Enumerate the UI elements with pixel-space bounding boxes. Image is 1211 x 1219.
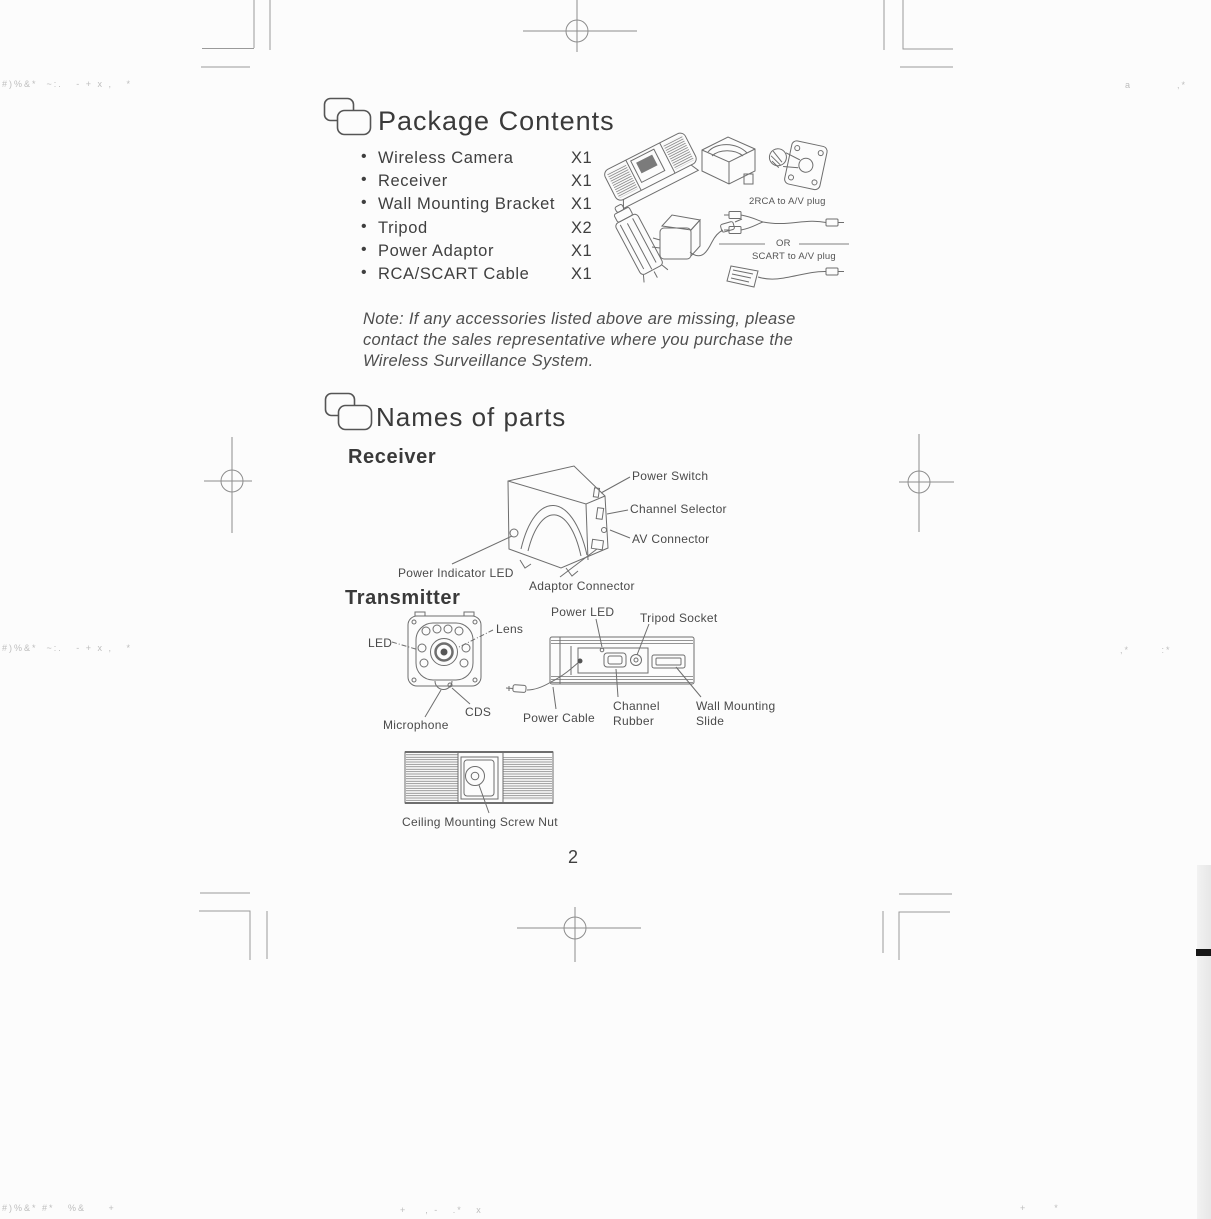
- label-tripod-socket: Tripod Socket: [640, 611, 718, 625]
- list-item: • Wall Mounting Bracket X1: [361, 194, 593, 213]
- registration-target-left: [204, 437, 252, 533]
- power-adaptor-illustration: [652, 215, 742, 259]
- wireless-camera-illustration: [603, 131, 702, 209]
- label-wall-mounting-slide: Wall Mounting Slide: [696, 699, 776, 728]
- crop-mark-top-left: [201, 0, 270, 67]
- bullet: •: [361, 218, 367, 235]
- label-channel-rubber: Channel Rubber: [613, 699, 660, 728]
- scanner-noise: a ,*: [1125, 80, 1188, 90]
- list-item: • Receiver X1: [361, 171, 593, 190]
- scart-cable-illustration: [727, 266, 844, 287]
- label-power-led: Power LED: [551, 605, 615, 619]
- registration-target-right: [899, 434, 954, 532]
- scanner-noise: + *: [1020, 1203, 1060, 1213]
- note-text: Note: If any accessories listed above are missing, please contact the sales representative where you purchase the Wireless Surveillance System.: [363, 310, 796, 371]
- transmitter-heading: Transmitter: [345, 587, 461, 609]
- page-edge-shadow: [1197, 865, 1211, 1219]
- or-label: OR: [776, 238, 791, 249]
- list-item: • RCA/SCART Cable X1: [361, 264, 593, 283]
- tripod-illustration: [607, 199, 669, 284]
- transmitter-side-diagram: [506, 619, 701, 709]
- crop-mark-bottom-right: [883, 894, 952, 960]
- bullet: •: [361, 264, 367, 281]
- scanner-noise: ,* :*: [1120, 645, 1172, 655]
- label-power-switch: Power Switch: [632, 469, 709, 483]
- ceiling-mount-diagram: [405, 752, 553, 813]
- label-cds: CDS: [465, 705, 492, 719]
- label-channel-selector: Channel Selector: [630, 502, 727, 516]
- scanner-noise: #)%&* ~:. - + x , *: [2, 79, 133, 89]
- section-icon-names: [326, 394, 372, 430]
- label-led: LED: [368, 636, 393, 650]
- crop-mark-bottom-left: [199, 893, 267, 960]
- label-power-indicator-led: Power Indicator LED: [398, 566, 514, 580]
- list-item: • Power Adaptor X1: [361, 241, 593, 260]
- label-microphone: Microphone: [383, 718, 449, 732]
- label-adaptor-connector: Adaptor Connector: [529, 579, 635, 593]
- registration-target-bottom: [517, 907, 641, 962]
- names-of-parts-title: Names of parts: [376, 402, 567, 432]
- wall-bracket-illustration: [765, 136, 828, 191]
- bullet: •: [361, 241, 367, 258]
- label-lens: Lens: [496, 622, 524, 636]
- list-item: • Tripod X2: [361, 218, 593, 237]
- label-av-connector: AV Connector: [632, 532, 710, 546]
- rca-cable-illustration: [724, 212, 844, 234]
- label-ceiling-mounting-screw-nut: Ceiling Mounting Screw Nut: [402, 815, 558, 829]
- receiver-illustration: [702, 137, 755, 184]
- scart-cable-label: SCART to A/V plug: [752, 251, 836, 262]
- transmitter-front-diagram: [392, 612, 493, 717]
- package-contents-title: Package Contents: [378, 106, 615, 136]
- crop-mark-top-right: [884, 0, 953, 67]
- registration-target-top: [523, 0, 637, 52]
- list-item: • Wireless Camera X1: [361, 148, 593, 167]
- receiver-heading: Receiver: [348, 446, 437, 468]
- scanner-noise: #)%&* #* %& +: [2, 1203, 116, 1213]
- bullet: •: [361, 148, 367, 165]
- bullet: •: [361, 171, 367, 188]
- section-icon-package: [325, 99, 371, 135]
- page-number: 2: [568, 847, 579, 867]
- bullet: •: [361, 194, 367, 211]
- receiver-diagram: [452, 466, 630, 577]
- label-power-cable: Power Cable: [523, 711, 596, 725]
- page-edge-mark: [1196, 949, 1211, 956]
- scanner-noise: #)%&* ~:. - + x , *: [2, 643, 133, 653]
- rca-cable-label: 2RCA to A/V plug: [749, 196, 826, 207]
- scanner-noise: + , - .* x: [400, 1205, 483, 1215]
